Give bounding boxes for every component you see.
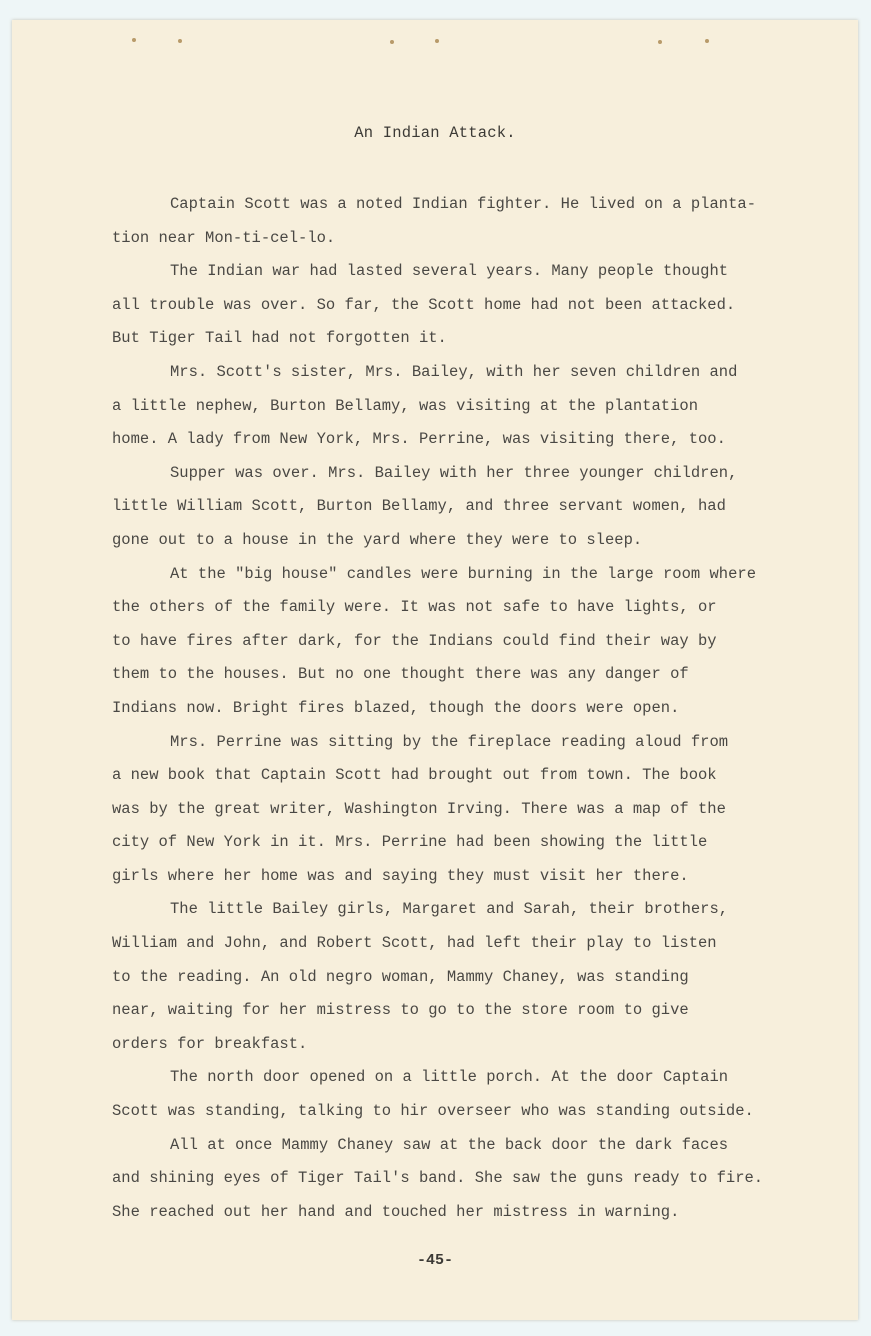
paragraph [112,893,812,1061]
text-line: and shining eyes of Tiger Tail's band. She saw the guns ready to fire. [112,1169,764,1188]
text-line: She reached out her hand and touched her mistress in warning. [112,1202,680,1221]
text-line: them to the houses. But no one thought there was any danger of [112,665,689,684]
text-line: home. A lady from New York, Mrs. Perrine, was visiting there, too. [112,430,726,449]
text-line: all trouble was over. So far, the Scott home had not been attacked. [112,295,736,314]
paragraph [112,1061,812,1128]
text-line: Mrs. Perrine was sitting by the fireplace reading aloud from [170,732,729,751]
text-line: little William Scott, Burton Bellamy, and three servant women, had [112,497,726,516]
paper-speck [435,39,439,43]
text-line: Indians now. Bright fires blazed, though the doors were open. [112,698,680,717]
paper-speck [390,40,394,44]
text-line: city of New York in it. Mrs. Perrine had been showing the little [112,833,708,852]
text-line: a new book that Captain Scott had brought out from town. The book [112,766,717,785]
text-line: Captain Scott was a noted Indian fighter. He lived on a planta- [170,195,756,213]
document-title: An Indian Attack. [354,124,516,142]
text-line: tion near Mon-ti-cel-lo. [112,228,336,247]
paragraph [112,255,812,356]
paragraph [112,726,812,894]
paragraph [112,188,812,255]
text-line: Supper was over. Mrs. Bailey with her three younger children, [170,463,738,482]
text-line: girls where her home was and saying they must visit her there. [112,866,689,885]
typed-page [12,20,858,1320]
page-number: -45- [416,1252,453,1269]
paper-speck [658,40,662,44]
text-line: near, waiting for her mistress to go to the store room to give [112,1001,689,1020]
text-line: gone out to a house in the yard where they were to sleep. [112,530,643,549]
paragraph [112,457,812,558]
paragraph [112,356,812,457]
text-line: was by the great writer, Washington Irving. There was a map of the [112,799,726,818]
paragraph [112,1129,812,1230]
text-line: William and John, and Robert Scott, had left their play to listen [112,934,717,953]
text-line: the others of the family were. It was not safe to have lights, or [112,598,717,617]
text-line: The little Bailey girls, Margaret and Sarah, their brothers, [170,900,729,919]
text-line: to have fires after dark, for the Indians could find their way by [112,631,717,650]
text-line: Scott was standing, talking to hir overseer who was standing outside. [112,1102,754,1121]
text-line: Mrs. Scott's sister, Mrs. Bailey, with her seven children and [170,362,738,381]
paper-speck [132,38,136,42]
text-line: to the reading. An old negro woman, Mammy Chaney, was standing [112,967,689,986]
text-line: The north door opened on a little porch. At the door Captain [170,1068,729,1087]
paragraph [112,558,812,726]
paper-speck [705,39,709,43]
document-body [112,188,812,1229]
text-line: orders for breakfast. [112,1034,308,1053]
text-line: a little nephew, Burton Bellamy, was visiting at the plantation [112,396,698,415]
text-line: All at once Mammy Chaney saw at the back door the dark faces [170,1135,729,1154]
text-line: At the "big house" candles were burning in the large room where [170,564,756,583]
text-line: But Tiger Tail had not forgotten it. [112,329,447,348]
paper-speck [178,39,182,43]
text-line: The Indian war had lasted several years. Many people thought [170,262,729,281]
